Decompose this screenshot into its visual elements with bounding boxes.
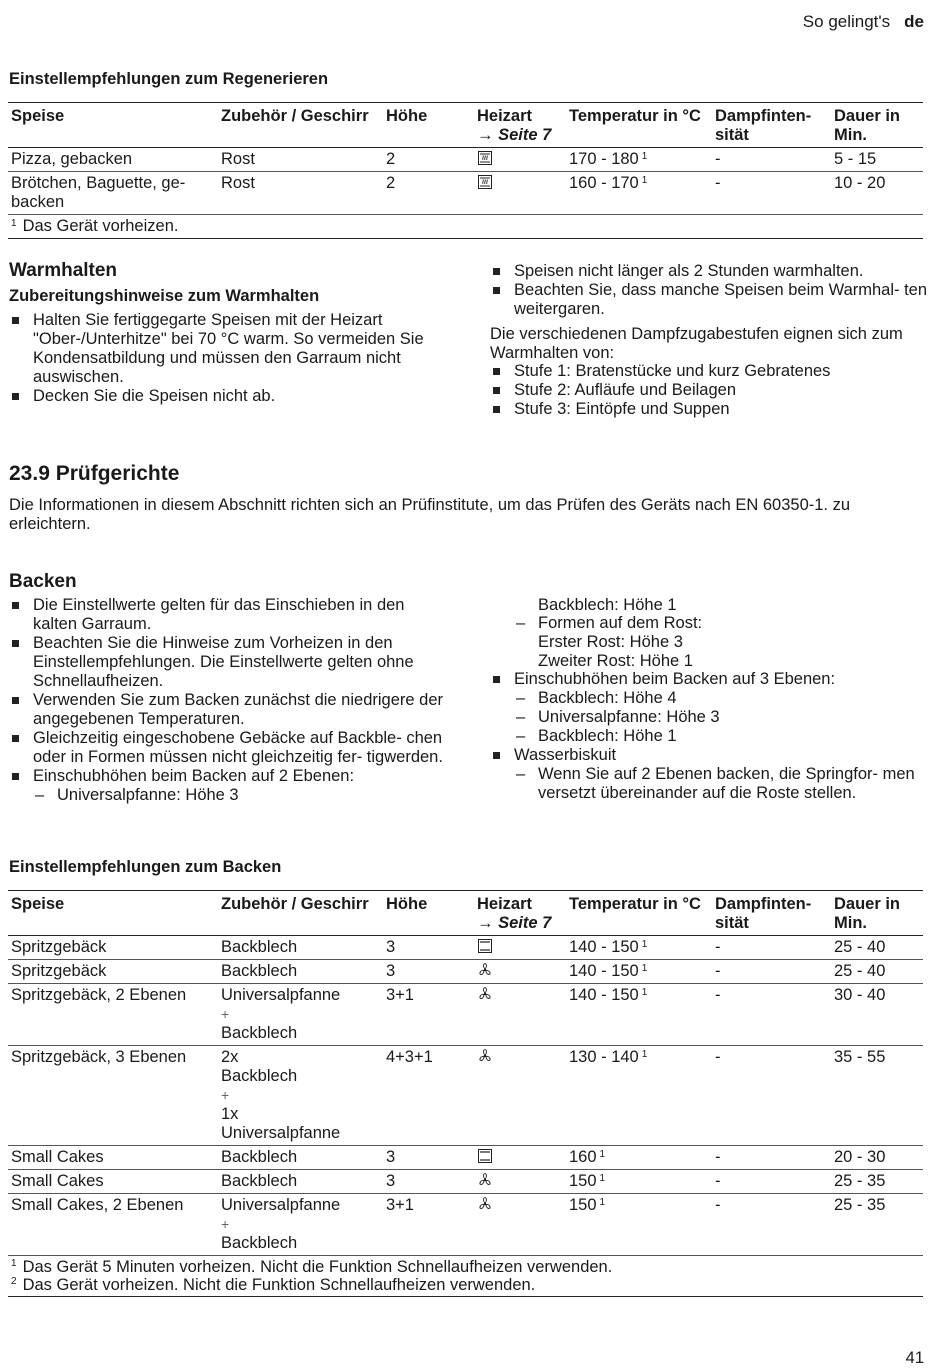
top-bottom-heat-icon <box>477 1148 493 1164</box>
cell-heating <box>474 936 566 960</box>
page-ref-link[interactable]: → Seite 7 <box>477 914 552 932</box>
footnote-mark: 1 <box>11 218 17 229</box>
cell-steam: - <box>715 962 721 980</box>
cell-accessory: Rost <box>221 150 255 168</box>
sub-list-item: – Backblech: Höhe 1 <box>514 727 930 746</box>
temp-value: 170 - 180 <box>569 150 639 168</box>
cell-heating <box>474 1046 566 1146</box>
cell-steam: - <box>715 1048 721 1066</box>
cell-time: 10 - 20 <box>834 174 886 192</box>
cell-accessory <box>218 1170 383 1194</box>
sub-list <box>514 614 934 671</box>
cell-accessory <box>218 984 383 1046</box>
cell-food: Small Cakes <box>11 1148 104 1166</box>
footnote-mark: 1 <box>599 1149 606 1160</box>
cell-level: 3+1 <box>386 986 414 1004</box>
warm-right-list <box>490 262 930 319</box>
hot-air-icon <box>477 1196 493 1212</box>
list-item <box>490 670 930 746</box>
backen-right-list <box>490 670 930 803</box>
col-header-line: sität <box>715 914 749 932</box>
footnote-text: Das Gerät vorheizen. <box>22 217 179 235</box>
col-header-line: Min. <box>834 126 867 144</box>
footnotes <box>8 1256 923 1297</box>
accessory-line: Backblech <box>221 1172 298 1190</box>
cell-time: 25 - 40 <box>834 962 886 980</box>
accessory-line: Backblech <box>221 1148 298 1166</box>
table-row <box>8 172 923 215</box>
sub-list-item: – Universalpfanne: Höhe 3 <box>33 786 444 805</box>
footnote-mark: 1 <box>599 1197 606 1208</box>
sub-list <box>33 786 444 805</box>
cell-time: 20 - 30 <box>834 1148 886 1166</box>
cell-temp <box>566 984 712 1046</box>
col-header-line: Heizart <box>477 107 533 125</box>
accessory-line: 1x <box>221 1105 239 1123</box>
cell-temp <box>566 1046 712 1146</box>
warm-title: Warmhalten <box>9 260 118 281</box>
list-item: Beachten Sie, dass manche Speisen beim Warmhal- ten weitergaren. <box>490 281 930 319</box>
list-item: Halten Sie fertiggegarte Speisen mit der Heizart "Ober-/Unterhitze" bei 70 °C warm. So vermeiden Sie Kondensatbildung und müssen den Garraum nicht auswischen. <box>9 311 439 387</box>
col-header <box>474 891 566 936</box>
warm-paragraph: Die verschiedenen Dampfzugabestufen eignen sich zum Warmhalten von: <box>490 325 903 362</box>
cell-temp <box>566 1170 712 1194</box>
header-lang: de <box>904 12 924 31</box>
warm-left-list <box>9 311 439 406</box>
footnote-mark: 1 <box>641 987 648 998</box>
sub-list-item <box>514 614 934 671</box>
cell-food: Pizza, gebacken <box>11 150 133 168</box>
footnote <box>11 1258 921 1276</box>
sub-list <box>514 765 930 803</box>
footnote-mark: 1 <box>11 1258 17 1269</box>
sub-list-item: – Wenn Sie auf 2 Ebenen backen, die Springfor- men versetzt übereinander auf die Roste stellen. <box>514 765 930 803</box>
footnote-text: Das Gerät vorheizen. Nicht die Funktion Schnellaufheizen verwenden. <box>22 1276 536 1294</box>
accessory-line: 2x <box>221 1048 239 1066</box>
col-header <box>712 103 831 148</box>
backen-title: Backen <box>9 571 77 592</box>
list-item: Verwenden Sie zum Backen zunächst die niedrigere der angegebenen Temperaturen. <box>9 691 444 729</box>
footnote-mark: 1 <box>599 1173 606 1184</box>
page-ref-link[interactable]: → Seite 7 <box>477 126 552 144</box>
footnote-mark: 1 <box>641 939 648 950</box>
plus-sign: + <box>221 1216 230 1232</box>
temp-value: 150 <box>569 1196 597 1214</box>
col-header: Höhe <box>386 107 428 125</box>
cell-accessory <box>218 1194 383 1256</box>
temp-value: 140 - 150 <box>569 962 639 980</box>
cell-food: Small Cakes, 2 Ebenen <box>11 1196 184 1214</box>
cell-level: 4+3+1 <box>386 1048 433 1066</box>
cell-accessory <box>218 1046 383 1146</box>
cell-level: 3 <box>386 1172 396 1190</box>
sub-list <box>514 689 930 746</box>
cell-food: Spritzgebäck, 3 Ebenen <box>11 1048 187 1066</box>
accessory-line: Backblech <box>221 1067 298 1085</box>
hot-air-icon <box>477 1048 493 1064</box>
cell-temp <box>566 172 712 215</box>
cell-time: 5 - 15 <box>834 150 877 168</box>
accessory-line: Backblech <box>221 962 298 980</box>
cell-heating <box>474 984 566 1046</box>
cell-steam: - <box>715 986 721 1004</box>
cell-steam: - <box>715 1196 721 1214</box>
footnote-row <box>8 1256 923 1297</box>
footnote <box>8 215 923 239</box>
cell-time: 25 - 35 <box>834 1196 886 1214</box>
sub-list-item: – Backblech: Höhe 4 <box>514 689 930 708</box>
accessory-line: Backblech <box>221 938 298 956</box>
hot-air-icon <box>477 1172 493 1188</box>
plus-sign: + <box>221 1006 230 1022</box>
hot-air-icon <box>477 962 493 978</box>
table-row <box>8 148 923 172</box>
table-row <box>8 1046 923 1146</box>
col-header <box>831 103 923 148</box>
cell-steam: - <box>715 1148 721 1166</box>
cell-level: 3+1 <box>386 1196 414 1214</box>
temp-value: 130 - 140 <box>569 1048 639 1066</box>
col-header: Speise <box>11 107 65 125</box>
table-row <box>8 936 923 960</box>
cell-food: Small Cakes <box>11 1172 104 1190</box>
steam-top-bottom-heat-icon <box>477 174 493 190</box>
cell-accessory <box>218 960 383 984</box>
col-header-line: sität <box>715 126 749 144</box>
cell-temp <box>566 148 712 172</box>
temp-value: 160 <box>569 1148 597 1166</box>
warm-levels-list <box>490 362 930 419</box>
table-header-row <box>8 103 923 148</box>
bake-table <box>8 890 923 1297</box>
cell-food <box>8 172 218 215</box>
table-row <box>8 960 923 984</box>
hot-air-icon <box>477 986 493 1002</box>
cell-temp <box>566 960 712 984</box>
accessory-line: Backblech <box>221 1234 298 1252</box>
col-header: Zubehör / Geschirr <box>221 107 369 125</box>
header-section: So gelingt's <box>802 12 891 31</box>
cell-heating <box>474 172 566 215</box>
list-item: Gleichzeitig eingeschobene Gebäcke auf Backble- chen oder in Formen müssen nicht gleichzeitig fer- tigwerden. <box>9 729 444 767</box>
col-header: Zubehör / Geschirr <box>221 895 369 913</box>
col-header: Temperatur in °C <box>569 107 701 125</box>
list-item <box>9 767 444 805</box>
footnote-mark: 1 <box>641 175 648 186</box>
footnote-mark: 2 <box>11 1276 17 1287</box>
bake-table-title: Einstellempfehlungen zum Backen <box>9 858 282 876</box>
list-item-text: Einschubhöhen beim Backen auf 2 Ebenen: <box>33 767 355 785</box>
cell-time: 25 - 40 <box>834 938 886 956</box>
col-header: Temperatur in °C <box>569 895 701 913</box>
col-header <box>831 891 923 936</box>
col-header <box>474 103 566 148</box>
cell-steam: - <box>715 174 721 192</box>
cell-time: 35 - 55 <box>834 1048 886 1066</box>
cell-level: 3 <box>386 1148 396 1166</box>
section-title: 23.9 Prüfgerichte <box>9 462 180 485</box>
list-item: Die Einstellwerte gelten für das Einschieben in den kalten Garraum. <box>9 596 444 634</box>
food-line: Brötchen, Baguette, ge- <box>11 174 186 192</box>
page-header <box>803 12 924 31</box>
cell-temp <box>566 936 712 960</box>
regen-title: Einstellempfehlungen zum Regenerieren <box>9 70 329 88</box>
food-line: backen <box>11 193 65 211</box>
page-number: 41 <box>905 1349 924 1367</box>
cell-accessory: Rost <box>221 174 255 192</box>
list-item: Stufe 1: Bratenstücke und kurz Gebratenes <box>490 362 930 381</box>
accessory-line: Universalpfanne <box>221 1124 341 1142</box>
cell-steam: - <box>715 1172 721 1190</box>
col-header <box>712 891 831 936</box>
list-item-text: Wasserbiskuit <box>514 746 617 764</box>
footnote-row <box>8 215 923 239</box>
cell-heating <box>474 148 566 172</box>
cell-heating <box>474 1194 566 1256</box>
accessory-line: Backblech <box>221 1024 298 1042</box>
cell-accessory <box>218 1146 383 1170</box>
table-header-row <box>8 891 923 936</box>
list-item-text: Einschubhöhen beim Backen auf 3 Ebenen: <box>514 670 836 688</box>
cell-food: Spritzgebäck, 2 Ebenen <box>11 986 187 1004</box>
footnote-mark: 1 <box>641 963 648 974</box>
cell-heating <box>474 1146 566 1170</box>
col-header-line: Dampfinten- <box>715 895 812 913</box>
accessory-line: Universalpfanne <box>221 1196 341 1214</box>
col-header: Speise <box>11 895 65 913</box>
list-item: Stufe 2: Aufläufe und Beilagen <box>490 381 930 400</box>
list-item <box>490 746 930 803</box>
cell-temp <box>566 1146 712 1170</box>
col-header-line: Min. <box>834 914 867 932</box>
list-item: Speisen nicht länger als 2 Stunden warmhalten. <box>490 262 930 281</box>
cell-steam: - <box>715 150 721 168</box>
footnote-mark: 1 <box>641 151 648 162</box>
accessory-line: Universalpfanne <box>221 986 341 1004</box>
plus-sign: + <box>221 1087 230 1103</box>
cell-accessory <box>218 936 383 960</box>
cell-food: Spritzgebäck <box>11 962 107 980</box>
footnote-text: Das Gerät 5 Minuten vorheizen. Nicht die Funktion Schnellaufheizen verwenden. <box>22 1258 613 1276</box>
cell-level: 3 <box>386 938 396 956</box>
temp-value: 150 <box>569 1172 597 1190</box>
table-row <box>8 1170 923 1194</box>
sub-line: – Formen auf dem Rost: <box>538 614 703 632</box>
sub-line: Zweiter Rost: Höhe 1 <box>538 652 693 670</box>
temp-value: 140 - 150 <box>569 938 639 956</box>
list-item: Beachten Sie die Hinweise zum Vorheizen in den Einstellempfehlungen. Die Einstellwerte gelten ohne Schnellaufheizen. <box>9 634 444 691</box>
list-item: Decken Sie die Speisen nicht ab. <box>9 387 439 406</box>
regen-table <box>8 102 923 239</box>
col-header-line: Dampfinten- <box>715 107 812 125</box>
sub-line: Erster Rost: Höhe 3 <box>538 633 683 651</box>
cell-level: 2 <box>386 150 396 168</box>
footnote-mark: 1 <box>641 1049 648 1060</box>
cell-time: 25 - 35 <box>834 1172 886 1190</box>
table-row <box>8 984 923 1046</box>
cell-steam: - <box>715 938 721 956</box>
sub-list-item: – Universalpfanne: Höhe 3 <box>514 708 930 727</box>
temp-value: 140 - 150 <box>569 986 639 1004</box>
cell-heating <box>474 1170 566 1194</box>
top-bottom-heat-icon <box>477 938 493 954</box>
cell-temp <box>566 1194 712 1256</box>
backen-left-list <box>9 596 444 805</box>
cell-food: Spritzgebäck <box>11 938 107 956</box>
temp-value: 160 - 170 <box>569 174 639 192</box>
footnote <box>11 1276 921 1294</box>
section-intro: Die Informationen in diesem Abschnitt richten sich an Prüfinstitute, um das Prüfen des Geräts nach EN 60350-1. zu erleichtern. <box>9 496 851 533</box>
steam-top-bottom-heat-icon <box>477 150 493 166</box>
warm-subtitle: Zubereitungshinweise zum Warmhalten <box>9 287 320 305</box>
cell-time: 30 - 40 <box>834 986 886 1004</box>
list-item: Stufe 3: Eintöpfe und Suppen <box>490 400 930 419</box>
col-header-line: Dauer in <box>834 107 901 125</box>
table-row <box>8 1194 923 1256</box>
cell-level: 2 <box>386 174 396 192</box>
table-row <box>8 1146 923 1170</box>
cell-heating <box>474 960 566 984</box>
col-header-line: Dauer in <box>834 895 901 913</box>
cell-level: 3 <box>386 962 396 980</box>
col-header-line: Heizart <box>477 895 533 913</box>
continued-item: Backblech: Höhe 1 <box>538 596 677 614</box>
col-header: Höhe <box>386 895 428 913</box>
